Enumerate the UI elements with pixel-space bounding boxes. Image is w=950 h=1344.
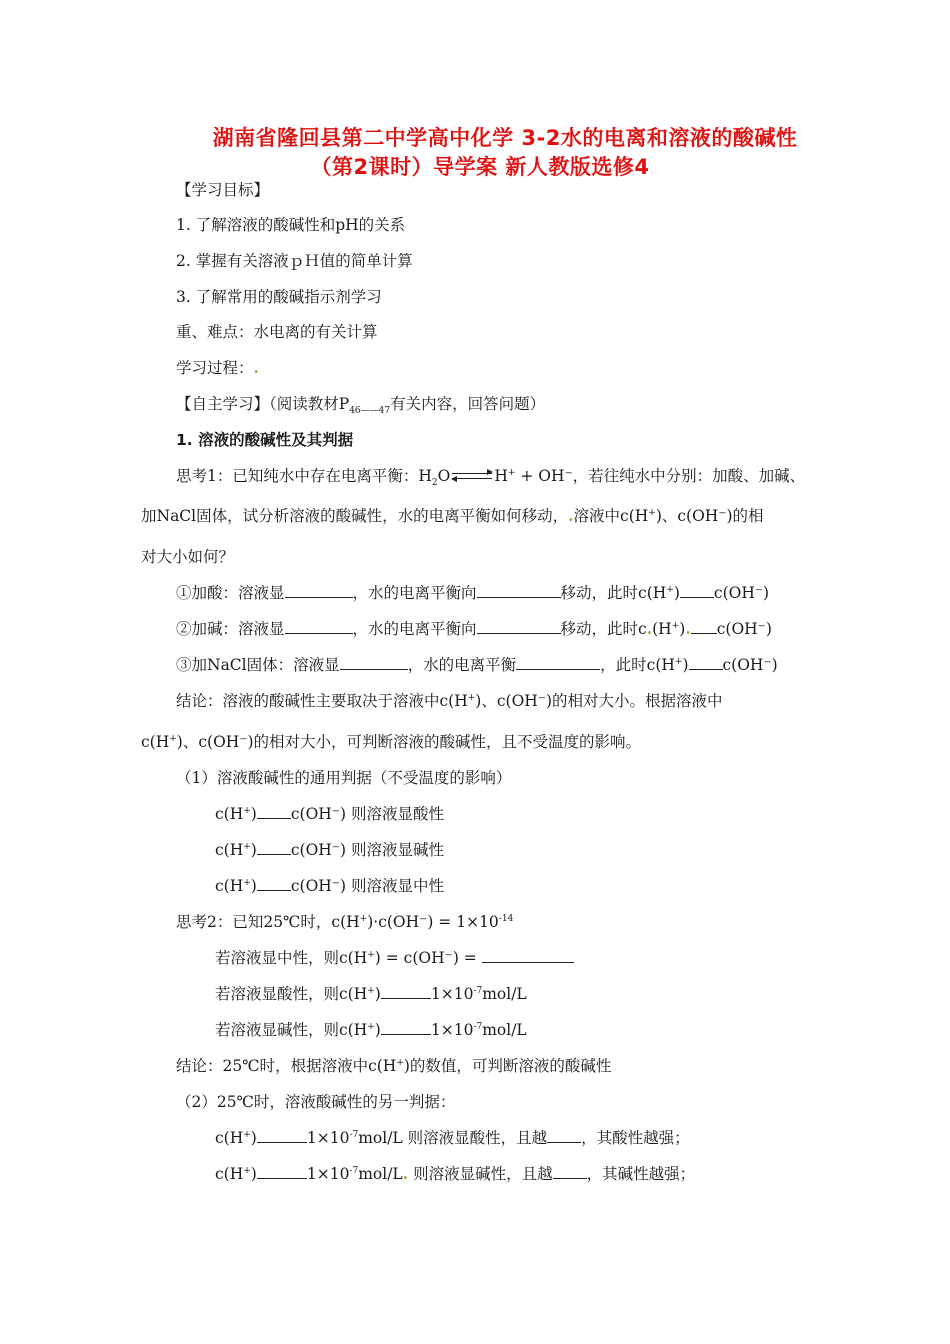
r2-base-c: 1×10 — [306, 1165, 350, 1183]
conclusion2-a: 结论：25℃时，根据溶液中c(H — [176, 1057, 397, 1075]
think2-a: 思考2：已知25℃时，c(H — [176, 913, 360, 931]
think1-text-d: + OH⁻，若往纯水中分别：加酸、加碱、 — [515, 467, 806, 485]
rule-base — [215, 840, 444, 860]
answer-blank[interactable] — [477, 583, 561, 598]
answer-blank[interactable] — [689, 655, 723, 670]
answer-blank[interactable] — [257, 1128, 307, 1143]
think2-base — [215, 1020, 527, 1040]
q2-b: ，水的电离平衡向 — [352, 620, 477, 638]
question-add-acid — [176, 583, 769, 603]
think2-b: )·c(OH⁻) = 1×10 — [367, 913, 499, 931]
rule-neutral-c: c(OH⁻) 则溶液显中性 — [290, 877, 444, 895]
document-title-line1: 湖南省隆回县第二中学高中化学 3-2水的电离和溶液的酸碱性 — [212, 126, 798, 150]
think1-line2 — [141, 506, 764, 526]
answer-blank[interactable] — [553, 1164, 587, 1179]
self-study-pages: 46——47 — [349, 406, 391, 417]
answer-blank[interactable] — [381, 984, 431, 999]
answer-blank[interactable] — [547, 1128, 581, 1143]
rule-neutral-a: c(H — [215, 877, 244, 895]
stray-dot: . — [568, 506, 574, 525]
q2-d: (H — [652, 620, 672, 638]
think1-line2-c: )、c(OH⁻)的相 — [655, 507, 764, 525]
answer-blank[interactable] — [381, 1020, 431, 1035]
conclusion2-b: )的数值，可判断溶液的酸碱性 — [403, 1057, 612, 1075]
answer-blank[interactable] — [691, 619, 717, 634]
question-add-base — [176, 619, 772, 639]
self-study-line — [176, 394, 546, 417]
rule-acid-c: c(OH⁻) 则溶液显酸性 — [290, 805, 444, 823]
q3-e: c(OH⁻) — [722, 656, 778, 674]
t2-acid-plus: + — [367, 985, 375, 996]
answer-blank[interactable] — [257, 840, 291, 855]
t2-base-a: 若溶液显碱性，则c(H — [215, 1021, 368, 1039]
self-study-note-b: 有关内容，回答问题） — [390, 395, 546, 413]
answer-blank[interactable] — [340, 655, 408, 670]
t2-neutral-plus: + — [367, 949, 375, 960]
rule-base-a: c(H — [215, 841, 244, 859]
subsection2-heading: （2）25℃时，溶液酸碱性的另一判据： — [176, 1093, 456, 1111]
t2-acid-exponent: -7 — [473, 985, 483, 996]
objectives-heading: 【学习目标】 — [176, 181, 270, 199]
think2-plus: + — [359, 913, 368, 924]
r2-base-plus: + — [243, 1165, 251, 1176]
conclusion1-a: 结论：溶液的酸碱性主要取决于溶液中c(H — [176, 692, 468, 710]
think2-line — [176, 912, 513, 932]
think1-line1 — [176, 466, 806, 489]
q1-b: ，水的电离平衡向 — [352, 584, 477, 602]
think2-exponent: -14 — [498, 913, 514, 924]
objective-item-3: 3. 了解常用的酸碱指示剂学习 — [176, 288, 382, 306]
r2-acid-exponent: -7 — [349, 1129, 359, 1140]
t2-acid-d: mol/L — [482, 985, 527, 1003]
rule-neutral — [215, 876, 444, 896]
think1-plus: + — [507, 467, 516, 478]
t2-base-b: ) — [374, 1021, 381, 1039]
t2-base-d: mol/L — [482, 1021, 527, 1039]
subsection1-heading: （1）溶液酸碱性的通用判据（不受温度的影响） — [176, 769, 512, 787]
think1-line2-b: 溶液中c(H — [573, 507, 649, 525]
document-title-line2: （第2课时）导学案 新人教版选修4 — [310, 155, 650, 179]
r2-acid-plus: + — [243, 1129, 251, 1140]
t2-acid-b: ) — [374, 985, 381, 1003]
r2-base-e: 则溶液显碱性，且越 — [408, 1165, 553, 1183]
self-study-note-a: （阅读教材P — [269, 395, 350, 413]
q2-plus: + — [671, 620, 680, 631]
think1-text-a: 思考1：已知纯水中存在电离平衡：H — [176, 467, 432, 485]
answer-blank[interactable] — [257, 804, 291, 819]
r2-acid-b: ) — [250, 1129, 257, 1147]
stray-dot: . — [646, 619, 653, 638]
think1-text-c: H — [494, 467, 508, 485]
key-points: 重、难点：水电离的有关计算 — [176, 323, 378, 341]
rule-acid — [215, 804, 444, 824]
answer-blank[interactable] — [285, 619, 353, 634]
stray-dot: . — [402, 1164, 409, 1183]
rule-acid-a: c(H — [215, 805, 244, 823]
conclusion2-plus: + — [396, 1057, 404, 1068]
answer-blank[interactable] — [285, 583, 353, 598]
conclusion1-b: )、c(OH⁻)的相对大小。根据溶液中 — [475, 692, 723, 710]
stray-dot: . — [253, 358, 259, 377]
rule-neutral-b: ) — [250, 877, 257, 895]
answer-blank[interactable] — [516, 655, 600, 670]
q3-b: ，水的电离平衡 — [407, 656, 517, 674]
q1-d: ) — [673, 584, 680, 602]
rule2-acid — [215, 1128, 690, 1148]
r2-base-d: mol/L — [358, 1165, 403, 1183]
r2-acid-e: ，其酸性越强； — [581, 1129, 690, 1147]
answer-blank[interactable] — [257, 876, 291, 891]
r2-base-b: ) — [250, 1165, 257, 1183]
r2-base-f: ，其碱性越强； — [586, 1165, 696, 1183]
section1-heading: 1. 溶液的酸碱性及其判据 — [176, 431, 354, 449]
q3-d: ) — [682, 656, 689, 674]
conclusion2 — [176, 1056, 611, 1076]
think2-neutral — [215, 948, 574, 968]
q1-plus: + — [666, 584, 674, 595]
r2-acid-c: 1×10 — [306, 1129, 350, 1147]
think1-line2-plus: + — [648, 507, 656, 518]
q2-f: c(OH⁻) — [716, 620, 772, 638]
equilibrium-arrow-icon — [452, 471, 492, 483]
t2-base-c: 1×10 — [430, 1021, 474, 1039]
t2-neutral-a: 若溶液显中性，则c(H — [215, 949, 368, 967]
q1-a: ①加酸：溶液显 — [176, 584, 285, 602]
rule-base-c: c(OH⁻) 则溶液显碱性 — [290, 841, 444, 859]
learning-process-label: 学习过程： — [176, 359, 254, 377]
think2-acid — [215, 984, 527, 1004]
t2-neutral-b: ) = c(OH⁻) = — [374, 949, 482, 967]
think1-sub: 2 — [431, 478, 438, 489]
conclusion1-plus2: + — [169, 733, 177, 744]
conclusion1-line1 — [176, 691, 723, 711]
question-add-nacl — [176, 655, 778, 675]
objective-item-2: 2. 掌握有关溶液ｐＨ值的简单计算 — [176, 252, 413, 270]
objective-item-1: 1. 了解溶液的酸碱性和pH的关系 — [176, 216, 406, 234]
rule2-base — [215, 1164, 695, 1184]
answer-blank[interactable] — [257, 1164, 307, 1179]
t2-base-plus: + — [367, 1021, 375, 1032]
think1-text-b: O — [437, 467, 451, 485]
conclusion1-c: c(H — [141, 733, 170, 751]
t2-acid-a: 若溶液显酸性，则c(H — [215, 985, 368, 1003]
answer-blank[interactable] — [680, 583, 714, 598]
q2-c: 移动，此时c — [560, 620, 647, 638]
conclusion1-plus: + — [467, 692, 476, 703]
rule-acid-plus: + — [243, 805, 251, 816]
answer-blank[interactable] — [482, 948, 574, 963]
r2-acid-d: mol/L 则溶液显酸性，且越 — [358, 1129, 548, 1147]
r2-acid-a: c(H — [215, 1129, 244, 1147]
rule-neutral-plus: + — [243, 877, 251, 888]
r2-base-exponent: -7 — [349, 1165, 359, 1176]
q1-c: 移动，此时c(H — [560, 584, 667, 602]
q3-a: ③加NaCl固体：溶液显 — [176, 656, 340, 674]
answer-blank[interactable] — [477, 619, 561, 634]
rule-base-plus: + — [243, 841, 251, 852]
rule-acid-b: ) — [250, 805, 257, 823]
q3-c: ，此时c(H — [600, 656, 675, 674]
t2-acid-c: 1×10 — [430, 985, 474, 1003]
q2-a: ②加碱：溶液显 — [176, 620, 285, 638]
r2-base-a: c(H — [215, 1165, 244, 1183]
learning-process — [176, 358, 259, 378]
conclusion1-d: )、c(OH⁻)的相对大小，可判断溶液的酸碱性，且不受温度的影响。 — [176, 733, 642, 751]
conclusion1-line2 — [141, 732, 641, 752]
q3-plus: + — [674, 656, 683, 667]
self-study-heading: 【自主学习】 — [176, 395, 270, 413]
stray-dot: . — [685, 619, 691, 638]
t2-base-exponent: -7 — [473, 1021, 483, 1032]
q2-e: ) — [679, 620, 686, 638]
think1-line2-a: 加NaCl固体，试分析溶液的酸碱性，水的电离平衡如何移动， — [141, 507, 569, 525]
think1-line3: 对大小如何？ — [141, 548, 235, 566]
q1-e: c(OH⁻) — [713, 584, 770, 602]
rule-base-b: ) — [250, 841, 257, 859]
